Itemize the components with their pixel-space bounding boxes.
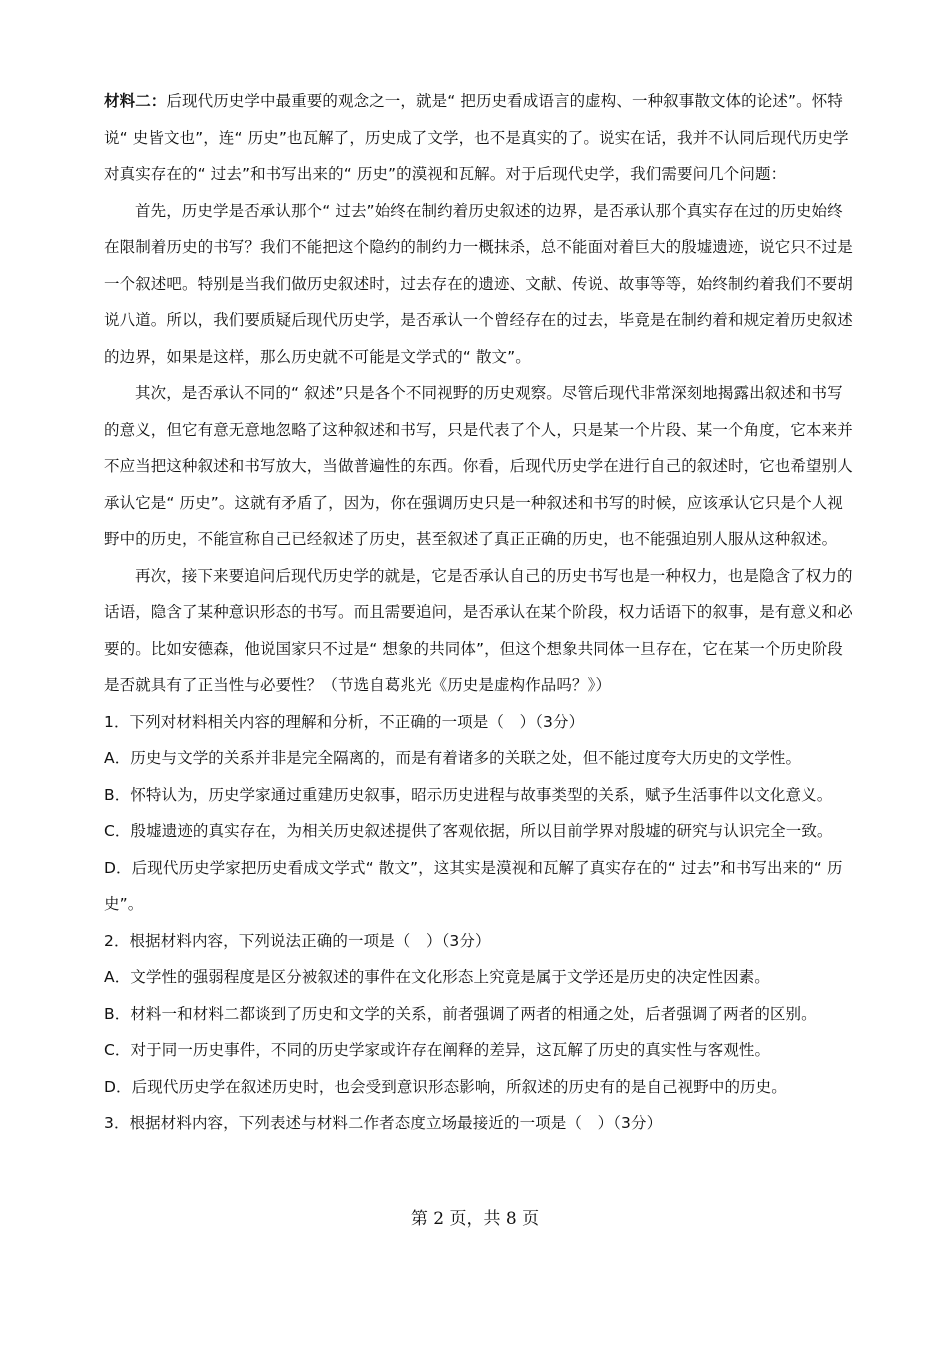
question-3-stem: 3．根据材料内容，下列表述与材料二作者态度立场最接近的一项是（ ）（3分） [104, 1114, 663, 1132]
question-2-stem: 2．根据材料内容，下列说法正确的一项是（ ）（3分） [104, 931, 491, 950]
material2-paragraph-1 [104, 83, 858, 193]
question-2-option-d: D．后现代历史学在叙述历史时，也会受到意识形态影响，所叙述的历史有的是自己视野中的历史。 [104, 1077, 787, 1096]
material2-label: 材料二： [104, 92, 167, 110]
material2-paragraph-3: 其次，是否承认不同的“ 叙述”只是各个不同视野的历史观察。尽管后现代非常深刻地揭露出叙述和书写的意义，但它有意无意地忽略了这种叙述和书写，只是代表了个人，只是某一个片段、某一个角度，它本来并不应当把这种叙述和书写放大，当做普遍性的东西。你看，后现代历史学在进行自己的叙述时，它也希望别人承认它是“ 历史”。这就有矛盾了，因为，你在强调历史只是一种叙述和书写的时候，应该承认它只是个人视野中的历史，不能宣称自己已经叙述了历史，甚至叙述了真正正确的历史，也不能强迫别人服从这种叙述。 [104, 384, 853, 548]
material2-p1-text: 后现代历史学中最重要的观念之一，就是“ 把历史看成语言的虚构、一种叙事散文体的论述”。怀特说“ 史皆文也”，连“ 历史”也瓦解了，历史成了文学，也不是真实的了。说实在话，我并不认同后现代历史学对真实存在的“ 过去”和书写出来的“ 历史”的漠视和瓦解。对于后现代史学，我们需要问几个问题： [104, 92, 849, 183]
page-footer: 第 2 页，共 8 页 [410, 1209, 540, 1229]
question-2-option-a: A．文学性的强弱程度是区分被叙述的事件在文化形态上究竟是属于文学还是历史的决定性因素。 [104, 968, 770, 986]
question-1-option-b: B．怀特认为，历史学家通过重建历史叙事，昭示历史进程与故事类型的关系，赋予生活事件以文化意义。 [104, 785, 833, 804]
question-1-option-d: D．后现代历史学家把历史看成文学式“ 散文”，这其实是漠视和瓦解了真实存在的“ 过去”和书写出来的“ 历史”。 [104, 858, 843, 913]
material2-paragraph-2: 首先，历史学是否承认那个“ 过去”始终在制约着历史叙述的边界，是否承认那个真实存在过的历史始终在限制着历史的书写？我们不能把这个隐约的制约力一概抹杀，总不能面对着巨大的殷墟遗迹，说它只不过是一个叙述吧。特别是当我们做历史叙述时，过去存在的遗迹、文献、传说、故事等等，始终制约着我们不要胡说八道。所以，我们要质疑后现代历史学，是否承认一个曾经存在的过去，毕竟是在制约着和规定着历史叙述的边界，如果是这样，那么历史就不可能是文学式的“ 散文”。 [104, 201, 853, 366]
question-2-option-b: B．材料一和材料二都谈到了历史和文学的关系，前者强调了两者的相通之处，后者强调了两者的区别。 [104, 1004, 817, 1023]
question-1-option-c: C．殷墟遗迹的真实存在，为相关历史叙述提供了客观依据，所以目前学界对殷墟的研究与认识完全一致。 [104, 822, 833, 840]
material2-paragraph-4: 再次，接下来要追问后现代历史学的就是，它是否承认自己的历史书写也是一种权力，也是隐含了权力的话语，隐含了某种意识形态的书写。而且需要追问，是否承认在某个阶段，权力话语下的叙事，是有意义和必要的。比如安德森，他说国家只不过是“ 想象的共同体”，但这个想象共同体一旦存在，它在某一个历史阶段是否就具有了正当性与必要性？（节选自葛兆光《历史是虚构作品吗？》） [104, 566, 853, 694]
question-2-option-c: C．对于同一历史事件，不同的历史学家或许存在阐释的差异，这瓦解了历史的真实性与客观性。 [104, 1041, 771, 1059]
question-1-option-a: A．历史与文学的关系并非是完全隔离的，而是有着诸多的关联之处，但不能过度夸大历史的文学性。 [104, 749, 802, 767]
question-1-stem: 1．下列对材料相关内容的理解和分析，不正确的一项是（ ）（3分） [104, 712, 585, 731]
page-content [104, 83, 858, 1142]
